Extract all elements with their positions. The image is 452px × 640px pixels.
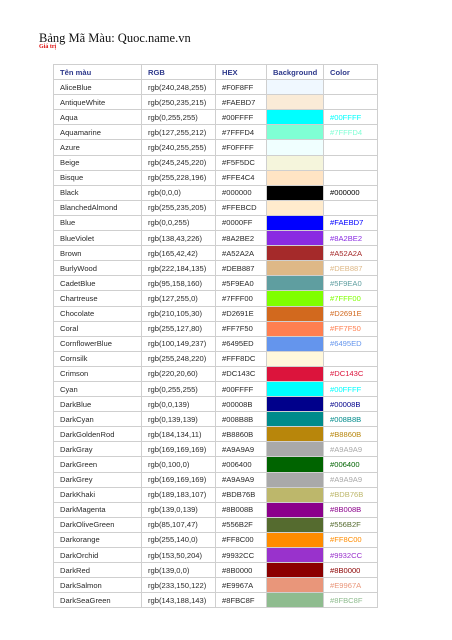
- color-sample-cell: [324, 155, 378, 170]
- color-name-cell: BlanchedAlmond: [54, 200, 142, 215]
- table-row: [54, 397, 378, 412]
- rgb-value-cell: rgb(0,100,0): [142, 457, 216, 472]
- table-row: [54, 351, 378, 366]
- color-name-cell: CadetBlue: [54, 276, 142, 291]
- color-sample-cell: #DC143C: [324, 366, 378, 381]
- color-sample-cell: [324, 95, 378, 110]
- hex-value-cell: #6495ED: [216, 336, 267, 351]
- color-name-cell: DarkGoldenRod: [54, 427, 142, 442]
- rgb-value-cell: rgb(255,235,205): [142, 200, 216, 215]
- background-swatch-cell: [267, 110, 324, 125]
- table-row: [54, 125, 378, 140]
- table-row: [54, 246, 378, 261]
- color-sample-cell: #00008B: [324, 397, 378, 412]
- color-name-cell: DarkSeaGreen: [54, 593, 142, 608]
- hex-value-cell: #000000: [216, 185, 267, 200]
- color-sample-cell: #FF7F50: [324, 321, 378, 336]
- background-swatch-cell: [267, 215, 324, 230]
- hex-value-cell: #FF7F50: [216, 321, 267, 336]
- table-row: [54, 517, 378, 532]
- background-swatch-cell: [267, 532, 324, 547]
- color-sample-cell: #FAEBD7: [324, 215, 378, 230]
- hex-value-cell: #A52A2A: [216, 246, 267, 261]
- color-sample-cell: #DEB887: [324, 261, 378, 276]
- background-swatch-cell: [267, 125, 324, 140]
- color-name-cell: Chartreuse: [54, 291, 142, 306]
- background-swatch-cell: [267, 578, 324, 593]
- table-row: [54, 170, 378, 185]
- color-name-cell: AliceBlue: [54, 80, 142, 95]
- table-row: [54, 427, 378, 442]
- table-row: [54, 200, 378, 215]
- rgb-value-cell: rgb(0,255,255): [142, 381, 216, 396]
- rgb-value-cell: rgb(240,248,255): [142, 80, 216, 95]
- color-name-cell: DarkCyan: [54, 412, 142, 427]
- color-name-cell: BurlyWood: [54, 261, 142, 276]
- color-sample-cell: #6495ED: [324, 336, 378, 351]
- table-row: [54, 593, 378, 608]
- color-name-cell: DarkOrchid: [54, 548, 142, 563]
- background-swatch-cell: [267, 200, 324, 215]
- background-swatch-cell: [267, 548, 324, 563]
- color-name-cell: DarkMagenta: [54, 502, 142, 517]
- color-name-cell: Darkorange: [54, 532, 142, 547]
- background-swatch-cell: [267, 487, 324, 502]
- table-row: [54, 366, 378, 381]
- background-swatch-cell: [267, 185, 324, 200]
- table-row: [54, 110, 378, 125]
- hex-value-cell: #8B0000: [216, 563, 267, 578]
- color-sample-cell: #8B008B: [324, 502, 378, 517]
- rgb-value-cell: rgb(255,127,80): [142, 321, 216, 336]
- color-name-cell: Azure: [54, 140, 142, 155]
- color-name-cell: CornflowerBlue: [54, 336, 142, 351]
- rgb-value-cell: rgb(0,0,139): [142, 397, 216, 412]
- background-swatch-cell: [267, 381, 324, 396]
- color-name-cell: DarkSalmon: [54, 578, 142, 593]
- background-swatch-cell: [267, 306, 324, 321]
- rgb-value-cell: rgb(255,248,220): [142, 351, 216, 366]
- color-sample-cell: #7FFF00: [324, 291, 378, 306]
- background-swatch-cell: [267, 563, 324, 578]
- rgb-value-cell: rgb(240,255,255): [142, 140, 216, 155]
- hex-value-cell: #FF8C00: [216, 532, 267, 547]
- rgb-value-cell: rgb(0,139,139): [142, 412, 216, 427]
- color-name-cell: DarkOliveGreen: [54, 517, 142, 532]
- hex-value-cell: #FAEBD7: [216, 95, 267, 110]
- rgb-value-cell: rgb(100,149,237): [142, 336, 216, 351]
- color-name-cell: Cornsilk: [54, 351, 142, 366]
- color-sample-cell: #000000: [324, 185, 378, 200]
- background-swatch-cell: [267, 351, 324, 366]
- color-sample-cell: #FF8C00: [324, 532, 378, 547]
- hex-value-cell: #DC143C: [216, 366, 267, 381]
- hex-value-cell: #7FFFD4: [216, 125, 267, 140]
- column-header-hex: HEX: [216, 65, 267, 80]
- color-name-cell: DarkGreen: [54, 457, 142, 472]
- table-row: [54, 291, 378, 306]
- color-name-cell: Black: [54, 185, 142, 200]
- hex-value-cell: #7FFF00: [216, 291, 267, 306]
- hex-value-cell: #00FFFF: [216, 381, 267, 396]
- page-subtitle: Giá trị: [39, 44, 57, 50]
- hex-value-cell: #A9A9A9: [216, 442, 267, 457]
- color-name-cell: Coral: [54, 321, 142, 336]
- table-row: [54, 215, 378, 230]
- rgb-value-cell: rgb(233,150,122): [142, 578, 216, 593]
- rgb-value-cell: rgb(189,183,107): [142, 487, 216, 502]
- color-sample-cell: #8A2BE2: [324, 231, 378, 246]
- hex-value-cell: #F5F5DC: [216, 155, 267, 170]
- rgb-value-cell: rgb(153,50,204): [142, 548, 216, 563]
- hex-value-cell: #8FBC8F: [216, 593, 267, 608]
- background-swatch-cell: [267, 80, 324, 95]
- hex-value-cell: #FFEBCD: [216, 200, 267, 215]
- color-sample-cell: #B8860B: [324, 427, 378, 442]
- rgb-value-cell: rgb(184,134,11): [142, 427, 216, 442]
- hex-value-cell: #9932CC: [216, 548, 267, 563]
- hex-value-cell: #008B8B: [216, 412, 267, 427]
- color-name-cell: DarkRed: [54, 563, 142, 578]
- background-swatch-cell: [267, 366, 324, 381]
- table-row: [54, 532, 378, 547]
- color-name-cell: Chocolate: [54, 306, 142, 321]
- color-name-cell: Aquamarine: [54, 125, 142, 140]
- color-sample-cell: #D2691E: [324, 306, 378, 321]
- rgb-value-cell: rgb(245,245,220): [142, 155, 216, 170]
- rgb-value-cell: rgb(138,43,226): [142, 231, 216, 246]
- color-sample-cell: #BDB76B: [324, 487, 378, 502]
- background-swatch-cell: [267, 140, 324, 155]
- color-sample-cell: #556B2F: [324, 517, 378, 532]
- rgb-value-cell: rgb(220,20,60): [142, 366, 216, 381]
- color-sample-cell: [324, 170, 378, 185]
- background-swatch-cell: [267, 291, 324, 306]
- hex-value-cell: #F0FFFF: [216, 140, 267, 155]
- hex-value-cell: #5F9EA0: [216, 276, 267, 291]
- column-header-background: Background: [267, 65, 324, 80]
- color-sample-cell: #E9967A: [324, 578, 378, 593]
- table-row: [54, 140, 378, 155]
- color-name-cell: Bisque: [54, 170, 142, 185]
- column-header-name: Tên màu: [54, 65, 142, 80]
- rgb-value-cell: rgb(139,0,0): [142, 563, 216, 578]
- hex-value-cell: #0000FF: [216, 215, 267, 230]
- color-sample-cell: #9932CC: [324, 548, 378, 563]
- table-row: [54, 412, 378, 427]
- color-sample-cell: #5F9EA0: [324, 276, 378, 291]
- hex-value-cell: #8B008B: [216, 502, 267, 517]
- background-swatch-cell: [267, 336, 324, 351]
- color-name-cell: DarkGray: [54, 442, 142, 457]
- table-row: [54, 563, 378, 578]
- color-sample-cell: [324, 80, 378, 95]
- background-swatch-cell: [267, 397, 324, 412]
- color-sample-cell: #A9A9A9: [324, 442, 378, 457]
- table-row: [54, 442, 378, 457]
- background-swatch-cell: [267, 457, 324, 472]
- table-row: [54, 502, 378, 517]
- hex-value-cell: #F0F8FF: [216, 80, 267, 95]
- color-table-header: [54, 65, 378, 80]
- background-swatch-cell: [267, 276, 324, 291]
- column-header-rgb: RGB: [142, 65, 216, 80]
- color-sample-cell: #006400: [324, 457, 378, 472]
- rgb-value-cell: rgb(143,188,143): [142, 593, 216, 608]
- color-name-cell: Aqua: [54, 110, 142, 125]
- color-name-cell: DarkBlue: [54, 397, 142, 412]
- color-name-cell: Beige: [54, 155, 142, 170]
- hex-value-cell: #FFE4C4: [216, 170, 267, 185]
- table-row: [54, 578, 378, 593]
- table-row: [54, 472, 378, 487]
- rgb-value-cell: rgb(255,140,0): [142, 532, 216, 547]
- rgb-value-cell: rgb(85,107,47): [142, 517, 216, 532]
- hex-value-cell: #FFF8DC: [216, 351, 267, 366]
- color-name-cell: AntiqueWhite: [54, 95, 142, 110]
- hex-value-cell: #E9967A: [216, 578, 267, 593]
- background-swatch-cell: [267, 246, 324, 261]
- table-row: [54, 548, 378, 563]
- color-name-cell: Cyan: [54, 381, 142, 396]
- background-swatch-cell: [267, 472, 324, 487]
- table-row: [54, 381, 378, 396]
- rgb-value-cell: rgb(222,184,135): [142, 261, 216, 276]
- table-row: [54, 487, 378, 502]
- column-header-color: Color: [324, 65, 378, 80]
- color-sample-cell: #008B8B: [324, 412, 378, 427]
- color-sample-cell: #8FBC8F: [324, 593, 378, 608]
- color-name-cell: DarkKhaki: [54, 487, 142, 502]
- background-swatch-cell: [267, 427, 324, 442]
- color-name-cell: Crimson: [54, 366, 142, 381]
- rgb-value-cell: rgb(0,255,255): [142, 110, 216, 125]
- rgb-value-cell: rgb(0,0,0): [142, 185, 216, 200]
- table-row: [54, 95, 378, 110]
- background-swatch-cell: [267, 155, 324, 170]
- page-title: Bảng Mã Màu: Quoc.name.vn: [39, 31, 191, 45]
- background-swatch-cell: [267, 170, 324, 185]
- table-row: [54, 457, 378, 472]
- background-swatch-cell: [267, 231, 324, 246]
- hex-value-cell: #556B2F: [216, 517, 267, 532]
- hex-value-cell: #00FFFF: [216, 110, 267, 125]
- color-name-cell: BlueViolet: [54, 231, 142, 246]
- table-row: [54, 231, 378, 246]
- table-row: [54, 321, 378, 336]
- rgb-value-cell: rgb(127,255,212): [142, 125, 216, 140]
- hex-value-cell: #00008B: [216, 397, 267, 412]
- table-row: [54, 261, 378, 276]
- color-sample-cell: [324, 200, 378, 215]
- color-name-cell: Blue: [54, 215, 142, 230]
- table-row: [54, 155, 378, 170]
- rgb-value-cell: rgb(0,0,255): [142, 215, 216, 230]
- color-name-cell: DarkGrey: [54, 472, 142, 487]
- background-swatch-cell: [267, 95, 324, 110]
- hex-value-cell: #B8860B: [216, 427, 267, 442]
- color-sample-cell: [324, 140, 378, 155]
- rgb-value-cell: rgb(169,169,169): [142, 472, 216, 487]
- rgb-value-cell: rgb(250,235,215): [142, 95, 216, 110]
- table-row: [54, 306, 378, 321]
- background-swatch-cell: [267, 593, 324, 608]
- background-swatch-cell: [267, 502, 324, 517]
- background-swatch-cell: [267, 412, 324, 427]
- header-row: [54, 65, 378, 80]
- hex-value-cell: #D2691E: [216, 306, 267, 321]
- background-swatch-cell: [267, 517, 324, 532]
- color-table: [53, 64, 378, 608]
- color-sample-cell: #8B0000: [324, 563, 378, 578]
- color-name-cell: Brown: [54, 246, 142, 261]
- color-sample-cell: #00FFFF: [324, 381, 378, 396]
- background-swatch-cell: [267, 261, 324, 276]
- color-sample-cell: #A9A9A9: [324, 472, 378, 487]
- rgb-value-cell: rgb(139,0,139): [142, 502, 216, 517]
- hex-value-cell: #8A2BE2: [216, 231, 267, 246]
- hex-value-cell: #BDB76B: [216, 487, 267, 502]
- color-sample-cell: #7FFFD4: [324, 125, 378, 140]
- table-row: [54, 276, 378, 291]
- background-swatch-cell: [267, 442, 324, 457]
- hex-value-cell: #DEB887: [216, 261, 267, 276]
- table-row: [54, 185, 378, 200]
- rgb-value-cell: rgb(95,158,160): [142, 276, 216, 291]
- color-sample-cell: #A52A2A: [324, 246, 378, 261]
- table-row: [54, 80, 378, 95]
- hex-value-cell: #A9A9A9: [216, 472, 267, 487]
- color-table-body: [54, 80, 378, 608]
- rgb-value-cell: rgb(255,228,196): [142, 170, 216, 185]
- rgb-value-cell: rgb(210,105,30): [142, 306, 216, 321]
- rgb-value-cell: rgb(165,42,42): [142, 246, 216, 261]
- color-sample-cell: #00FFFF: [324, 110, 378, 125]
- rgb-value-cell: rgb(127,255,0): [142, 291, 216, 306]
- table-row: [54, 336, 378, 351]
- hex-value-cell: #006400: [216, 457, 267, 472]
- color-sample-cell: [324, 351, 378, 366]
- background-swatch-cell: [267, 321, 324, 336]
- rgb-value-cell: rgb(169,169,169): [142, 442, 216, 457]
